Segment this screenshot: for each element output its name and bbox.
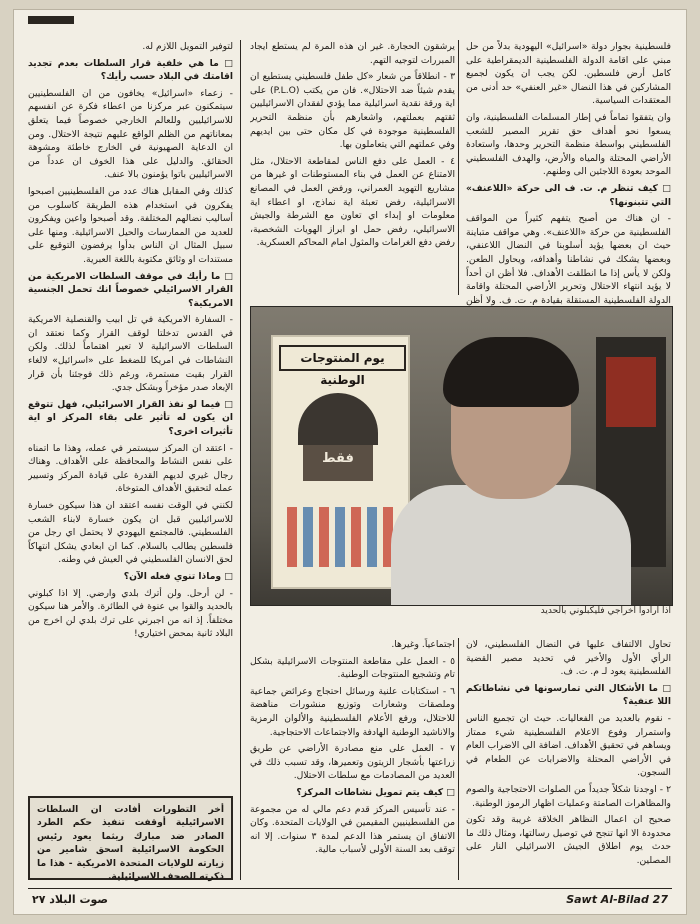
question: □ كيف يتم تمويل نشاطات المركز؟ (296, 786, 455, 798)
footer-rule (28, 888, 672, 889)
footer-page-label-arabic: صوت البلاد ٢٧ (32, 893, 109, 906)
question: □ كيف تنظر م. ت. ف الى حركة «اللاعنف» التي تتبنونها؟ (466, 182, 671, 208)
photo-caption: اذا ارادوا اخراجي فليكبلوني بالحديد (540, 606, 671, 616)
question: □ ما هي خلفية قرار السلطات بعدم تجديد اقامتك في البلاد حسب رأيك؟ (28, 57, 233, 83)
paragraph: - السفارة الامريكية في تل ابيب والقنصلية الامريكية في القدس تدخلتا لوقف القرار وكما نعتقد ان السلطات الاسرائيلية لا تعير اهتماماً لذلك. ولكن النشاطات في امريكا للضغط على «اسرائيل» لالغاء القرار بقيت مستمرة، ورغم ذلك فوجئنا بأن قرار الإبعاد صدر مؤخراً وبشكل جدي. (28, 314, 233, 394)
paragraph: اجتماعياً. وغيرها. (391, 639, 455, 650)
column-right-bottom (466, 638, 671, 880)
corner-marker (28, 16, 74, 24)
paragraph: ٣ - انطلاقاً من شعار «كل طفل فلسطيني يستطيع ان يقدم شيئاً ضد الاحتلال». فان من يكتب (P.L.O) على اية ورقة نقدية اسرائيلية مما يؤدي لفقدان الاسرائيليين ثقتهم بعملتهم، واشعارهم بأن منظمة التحرير الفلسطينية موجودة في كل مكان حتى بين ايديهم وفي عملتهم التي يتعاملون بها. (250, 71, 455, 151)
question: □ فيما لو نفذ القرار الاسرائيلي، فهل تتوقع ان يكون له تأثير على بقاء المركز او اية تأثيرات اخرى؟ (28, 398, 233, 438)
paragraph: ٤ - العمل على دفع الناس لمقاطعة الاحتلال، مثل الامتناع عن العمل في بناء المستوطنات او غيرها من مشاريع التهويد العمراني، ورفض العمل في المصانع الاسرائيلية، رفض تعبئة اية نماذج، او اعطاء اية معلومات او إبداء اي تعاون مع الشرطة والجيش الاسرائيلي، رفض حمل او ابراز الهويات الشخصية، رفض دفع الغرامات والمثول امام المحاكم العسكرية. (250, 155, 455, 249)
paragraph: - لن أرحل. ولن أترك بلدي وارضي. إلا اذا كبلوني بالحديد والقوا بي عنوة في الطائرة. والأمر هنا سيكون مختلفاً. إذ انه من اجبرني على ترك بلدي لن اخرج من البلاد ثانية بمحض اختياري! (28, 587, 233, 640)
paragraph: لكنني في الوقت نفسه اعتقد ان هذا سيكون خسارة للاسرائيليين قبل ان يكون خسارة لابناء الشعب الفلسطيني. فالمجتمع اليهودي لا يحتمل اي رجل من فلسطين يطالب بالسلام. كما ان ابعادي يشكل انتهاكاً لحق الانسان الفلسطيني في العيش في وطنه. (28, 500, 233, 566)
paragraph: يرشقون الحجارة. غير ان هذه المرة لم يستطع ايجاد المبررات لتوجيه التهم. (250, 41, 455, 66)
paragraph: فلسطينية بجوار دولة «اسرائيل» اليهودية بدلاً من حل مبني على اقامة الدولة الفلسطينية الديمقراطية على كامل أرض فلسطين. لكن يجب ان يكون لجميع المشاركين في هذا النضال «غير العنفي» حد أدنى من المعتقدات السياسية. (466, 41, 671, 107)
dome-drawing (298, 393, 378, 445)
paragraph: وان يتفقوا تماماً في إطار المسلمات الفلسطينية، وان يسعوا نحو أهداف حق تقرير المصير للشعب الفلسطيني بواسطة منظمة التحرير وحدها، واستعادة الأراضي المحتلة والمياه والأرض، والهدف الفلسطيني الموحد بعودة اللاجئين الى وطنهم. (466, 111, 671, 178)
paragraph: ٧ - العمل على منع مصادرة الأراضي عن طريق زراعتها بأشجار الزيتون وتعميرها، وقد تسبب ذلك في العديد من المصادمات مع سلطات الاحتلال. (250, 743, 455, 782)
column-middle-bottom (250, 638, 455, 880)
cabinet-book (606, 357, 656, 427)
paragraph: - اعتقد ان المركز سيستمر في عمله، وهذا ما اتمناه على نفس النشاط والمحافظة على الأهداف. وهناك رجال غيري لديهم القدرة على قيادة المركز وتسيير عمله لتحقيق الأهداف المتوخاة. (28, 442, 233, 495)
paragraph: ٢ - اوجدنا شكلاً جديداً من الصلوات الاحتجاجية والصوم والمظاهرات الصامتة وعمليات اظهار الرموز الوطنية. (466, 783, 671, 809)
magazine-page (14, 10, 686, 914)
question: □ ما الأشكال التي تمارسونها في نشاطاتكم اللا عنفية؟ (466, 682, 671, 708)
column-divider (458, 40, 459, 295)
person-hair (443, 337, 579, 407)
question: □ وماذا تنوي فعله الآن؟ (123, 570, 233, 582)
poster-slogan: فقط (322, 451, 354, 466)
paragraph: تحاول الالتفاف عليها في النضال الفلسطيني، لان الرأي الأول والأخير في تحديد مصير القضية الفلسطينية يعود لـ م. ت. ف. (466, 639, 671, 678)
paragraph: - زعماء «اسرائيل» يخافون من ان الفلسطينيين سيتمكنون عبر مركزنا من اعطاء فكرة عن انفسهم للاسرائيليين وللعالم الخارجي خصوصاً فيما يتعلق بمعاناتهم من الظلم الواقع عليهم نتيجة الاحتلال. ومن ان الدعاية الصهيونية في الخارج خاطئة ومشوهة الحقائق. والدليل على هذا الخوف ان عدداً من الاسرائيليين باتوا يؤمنون بالا عنف. (28, 87, 233, 181)
children-drawing (287, 507, 393, 567)
poster (271, 335, 410, 589)
paragraph: كذلك وفي المقابل هناك عدد من الفلسطينيين اصبحوا يفكرون في استخدام هذه الطريقة كاسلوب من أساليب نضالهم المختلفة. وقد أصبحوا واعين ويفكرون للعديد من الممارسات والحيل الاسرائيلية. ومنها على سبيل المثال ان الناس بدأوا يرفضون التوقيع على مستندات او وثائق مكتوبة باللغة العبرية. (28, 185, 233, 265)
paragraph: ٦ - استكتابات علنية ورسائل احتجاج وعرائض جماعية وملصقات وشعارات وتوزيع منشورات مناهضة للاحتلال، ورفع الأعلام الفلسطينية والألوان الرمزية والاناشيد الوطنية الهادفة والاجتماعات الاحتجاجية. (250, 685, 455, 738)
paragraph: ٥ - العمل على مقاطعة المنتوجات الاسرائيلية بشكل تام وتشجيع المنتوجات الوطنية. (250, 655, 455, 681)
paragraph: لتوفير التمويل اللازم له. (142, 41, 233, 52)
paragraph: - نقوم بالعديد من الفعاليات. حيث ان تجميع الناس واستمرار وفوع الاعلام الفلسطينية شيء ممتاز ويساهم في تحقيق الأهداف. اضافة الى الاضراب العام في الأراضي المحتلة والاضرابات عن الطعام في السجون. (466, 712, 671, 779)
paragraph: - ان هناك من أصبح يتفهم كثيراً من المواقف الفلسطينية من حركة «اللاعنف». وهي مواقف متباينة حيث ان بعضها يؤيد أسلوبنا في النضال اللاعنفي، وبعضها يشكك في نشاطنا وأهدافه، ويحاول الطعن. ولكن لا يأس إذا ما انطلقت الأهداف. فلا أظن ان أحداً لا يؤيد انتهاء الاحتلال وتحرير الأراضي المحتلة واقامة الدولة الفلسطينية المستقلة بقيادة م. ت. ف. ولا أظن (466, 213, 671, 306)
person-body (391, 485, 631, 606)
footer-page-label-latin: Sawt Al-Bilad 27 (566, 893, 668, 906)
question: □ ما رأيك في موقف السلطات الامريكية من القرار الاسرائيلي خصوصاً انك تحمل الجنسية الامريكية؟ (28, 270, 233, 309)
poster-title: يوم المنتوجات الوطنية (279, 345, 406, 371)
paragraph: - عند تأسيس المركز قدم دعم مالي له من مجموعة من الفلسطينيين المقيمين في الولايات المتحدة. وكان الاتفاق ان يستمر هذا الدعم لمدة ٣ سنوات. إلا انه توقف بعد السنة الأولى لأسباب مالية. (250, 803, 455, 856)
sidebar-box: أخر التطورات أفادت ان السلطات الاسرائيلية أوقفت تنفيذ حكم الطرد الصادر ضد مبارك ريثما يعود رئيس الحكومة الاسرائيلية اسحق شامير من زيارته للولايات المتحدة الامريكية - هذا ما ذكرته الصحف الاسرائيلية. (28, 796, 233, 880)
paragraph: صحيح ان اعمال النظاهر الخلاقة غريبة وقد تكون محدودة الا انها تنجح في توصيل رسالتها، ومثال ذلك ما حدث يوم اطلاق الجيش الاسرائيلي النار على المصلين. (466, 814, 671, 866)
column-divider (240, 40, 241, 880)
column-divider (458, 638, 459, 880)
interview-photo (250, 306, 673, 606)
column-left (28, 40, 233, 788)
